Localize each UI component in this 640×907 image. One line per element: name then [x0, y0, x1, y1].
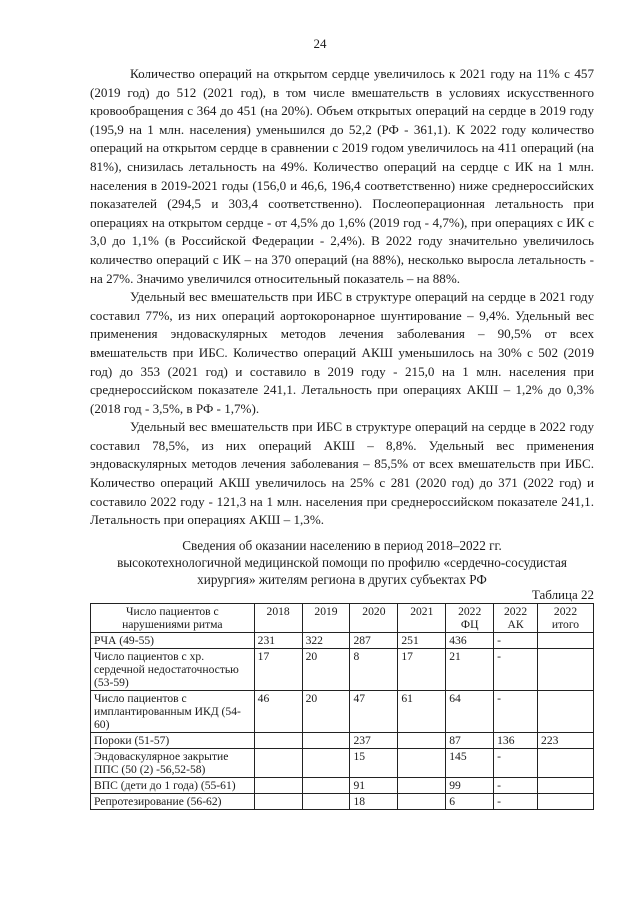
value-cell: 47 [350, 691, 398, 733]
table-caption [90, 537, 594, 588]
page-number: 24 [313, 36, 327, 51]
value-cell: 64 [446, 691, 494, 733]
value-cell: 145 [446, 749, 494, 778]
value-cell [254, 749, 302, 778]
value-cell [398, 733, 446, 749]
value-cell: - [494, 794, 538, 810]
header-cell: 2020 [350, 604, 398, 633]
caption-line-1: Сведения об оказании населению в период 2018–2022 гг. [182, 538, 502, 553]
row-label-cell: Число пациентов с имплантированным ИКД (54-60) [91, 691, 255, 733]
value-cell: 237 [350, 733, 398, 749]
value-cell: 17 [398, 649, 446, 691]
data-table [90, 603, 594, 810]
value-cell: - [494, 778, 538, 794]
row-label-cell: Эндоваскулярное закрытие ППС (50 (2) -56,52-58) [91, 749, 255, 778]
value-cell: 136 [494, 733, 538, 749]
header-cell: 2018 [254, 604, 302, 633]
value-cell: 17 [254, 649, 302, 691]
header-cell: 2022 АК [494, 604, 538, 633]
value-cell [302, 778, 350, 794]
table-row [91, 649, 594, 691]
value-cell: - [494, 633, 538, 649]
value-cell [538, 749, 594, 778]
table-row [91, 794, 594, 810]
value-cell: 6 [446, 794, 494, 810]
header-cell: 2022 ФЦ [446, 604, 494, 633]
value-cell [302, 749, 350, 778]
row-label-cell: Число пациентов с хр. сердечной недостаточностью (53-59) [91, 649, 255, 691]
value-cell: 287 [350, 633, 398, 649]
value-cell: 322 [302, 633, 350, 649]
table-row [91, 633, 594, 649]
value-cell: 436 [446, 633, 494, 649]
value-cell [398, 749, 446, 778]
row-label-cell: Пороки (51-57) [91, 733, 255, 749]
value-cell: 231 [254, 633, 302, 649]
row-label-cell: ВПС (дети до 1 года) (55-61) [91, 778, 255, 794]
paragraph-3: Удельный вес вмешательств при ИБС в структуре операций на сердце в 2022 году составил 78,5%, из них операций АКШ – 8,8%. Удельный вес применения эндоваскулярных методов лечения заболевания – 85,5% от всех вмешательств при ИБС. Количество операций АКШ увеличилось на 25% с 281 (2020 год) до 371 (2022 год) и составило 2022 году - 121,3 на 1 млн. населения при среднероссийском показателе 241,1. Летальность при операциях АКШ – 1,3%. [90, 419, 594, 528]
table-body [91, 633, 594, 810]
caption-line-2: высокотехнологичной медицинской помощи по профилю «сердечно-сосудистая [117, 555, 567, 570]
table-header-row [91, 604, 594, 633]
value-cell: 20 [302, 649, 350, 691]
value-cell: 18 [350, 794, 398, 810]
paragraph-2: Удельный вес вмешательств при ИБС в структуре операций на сердце в 2021 году составил 77%, из них операций аортокоронарное шунтирование – 9,4%. Удельный вес применения эндоваскулярных методов лечения заболевания – 90,5% от всех вмешательств при ИБС. Количество операций АКШ уменьшилось на 30% с 502 (2019 год) до 353 (2021 год) и составило в 2019 году - 215,0 на 1 млн. населения при среднероссийском показателе 241,1. Летальность при операциях АКШ – 1,2% до 0,3% (2018 год - 3,5%, в РФ - 1,7%). [90, 289, 594, 416]
header-cell: Число пациентов с нарушениями ритма [91, 604, 255, 633]
value-cell [302, 794, 350, 810]
header-cell: 2022 итого [538, 604, 594, 633]
table-row [91, 733, 594, 749]
table-row [91, 749, 594, 778]
value-cell [538, 778, 594, 794]
value-cell [254, 794, 302, 810]
value-cell: - [494, 691, 538, 733]
caption-line-3: хирургия» жителям региона в других субъектах РФ [197, 572, 487, 587]
value-cell: 61 [398, 691, 446, 733]
value-cell: 21 [446, 649, 494, 691]
value-cell: 91 [350, 778, 398, 794]
value-cell: 87 [446, 733, 494, 749]
value-cell: 46 [254, 691, 302, 733]
header-cell: 2019 [302, 604, 350, 633]
value-cell [538, 691, 594, 733]
value-cell [254, 778, 302, 794]
value-cell [398, 794, 446, 810]
value-cell: 8 [350, 649, 398, 691]
value-cell [538, 794, 594, 810]
table-row [91, 691, 594, 733]
value-cell [538, 649, 594, 691]
value-cell: 223 [538, 733, 594, 749]
value-cell [398, 778, 446, 794]
value-cell: 15 [350, 749, 398, 778]
value-cell: 99 [446, 778, 494, 794]
value-cell: - [494, 749, 538, 778]
value-cell [302, 733, 350, 749]
value-cell [538, 633, 594, 649]
table-number: Таблица 22 [531, 587, 594, 602]
table-row [91, 778, 594, 794]
value-cell: - [494, 649, 538, 691]
body-text [90, 65, 594, 530]
paragraph-1: Количество операций на открытом сердце увеличилось к 2021 году на 11% с 457 (2019 год) до 512 (2021 год), в том числе вмешательств в условиях искусственного кровообращения с 364 до 451 (на 20%). Объем открытых операций на сердце в 2019 году (195,9 на 1 млн. населения) уменьшился до 52,2 (РФ - 361,1). К 2022 году количество операций на открытом сердце в сравнении с 2019 годом увеличилось на 411 операций (на 81%), снизилась летальность на 49%. Количество операций на сердце с ИК на 1 млн. населения в 2019-2021 годы (156,0 и 46,6, 196,4 соответственно) ниже среднероссийских показателей (294,5 и 303,4 соответственно). Послеоперационная летальность при операциях на открытом сердце - от 4,5% до 1,6% (2019 год - 4,7%), при операциях с ИК с 3,0 до 1,1% (в Российской Федерации - 2,4%). В 2022 году значительно увеличилось количество операций с ИК – на 370 операций (на 88%), несколько выросла летальность - на 27%. Значимо увеличился относительный показатель – на 88%. [90, 66, 594, 286]
row-label-cell: РЧА (49-55) [91, 633, 255, 649]
value-cell: 20 [302, 691, 350, 733]
header-cell: 2021 [398, 604, 446, 633]
row-label-cell: Репротезирование (56-62) [91, 794, 255, 810]
value-cell [254, 733, 302, 749]
value-cell: 251 [398, 633, 446, 649]
